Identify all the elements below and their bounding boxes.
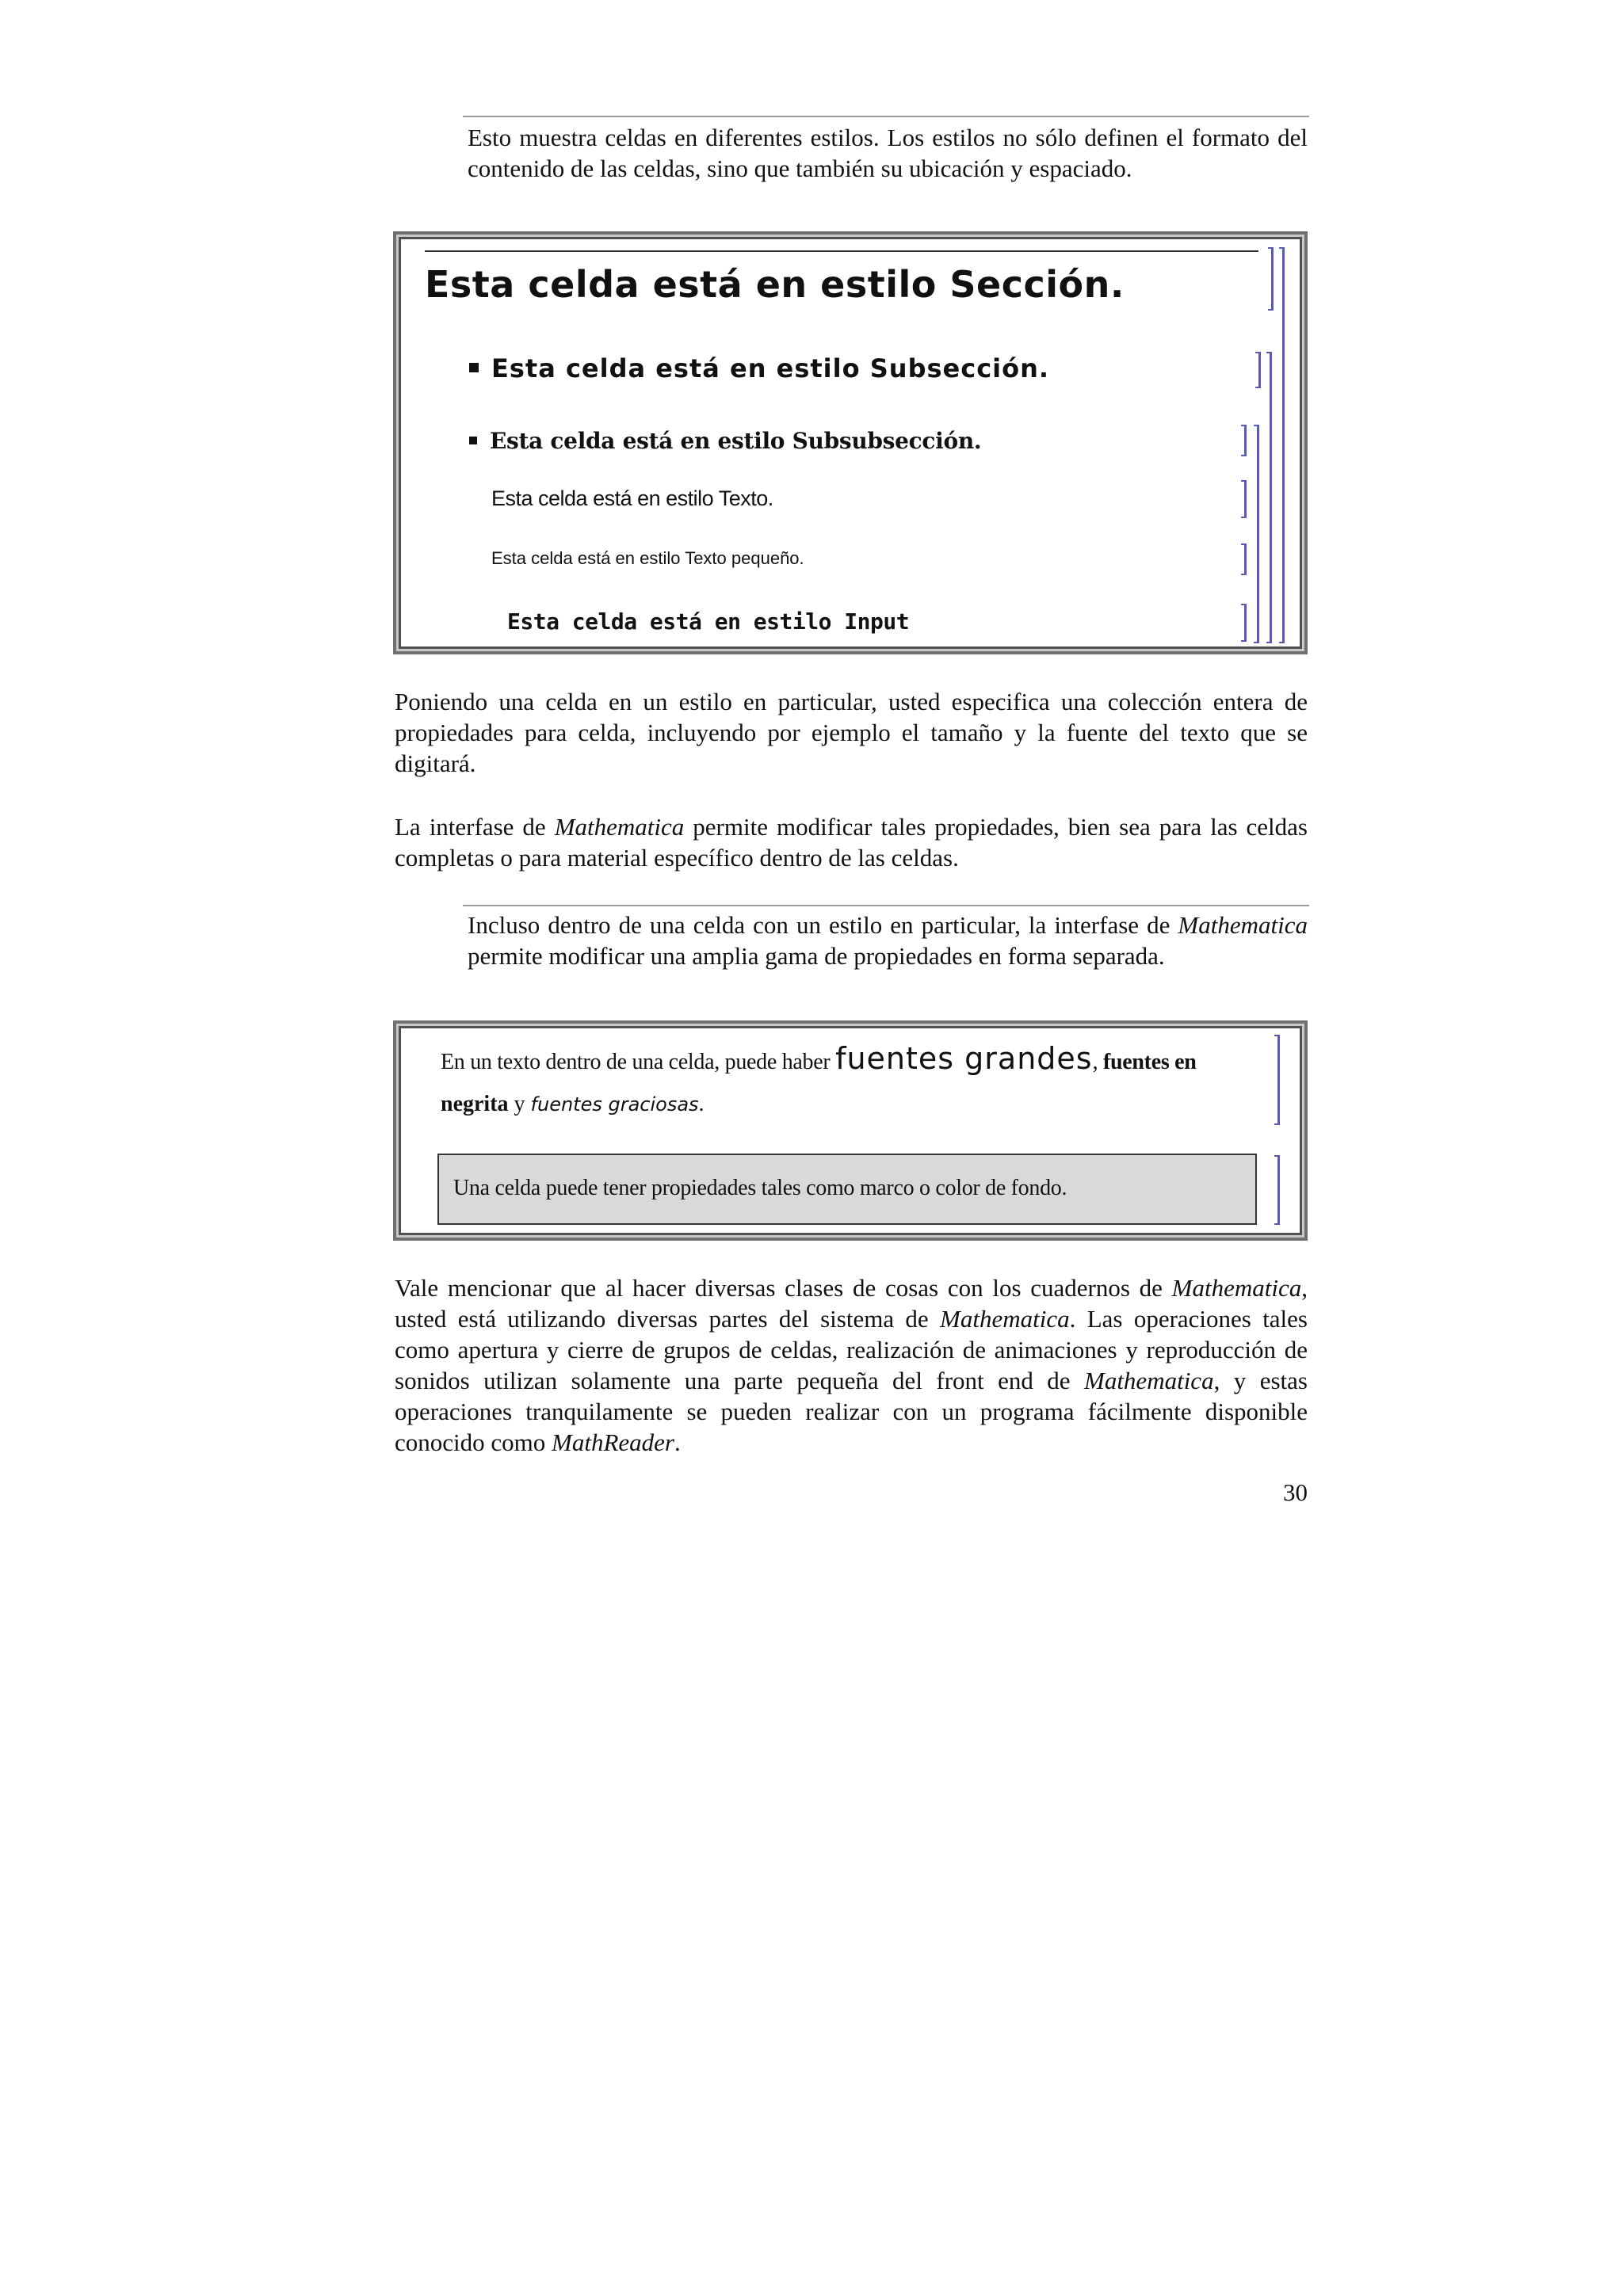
paragraph-1-text: Poniendo una celda en un estilo en particular, usted especifica una colección entera de propiedades para celda, incluyendo por ejemplo el tamaño y la fuente del texto que se digitará.	[395, 688, 1308, 777]
note-2-text: Incluso dentro de una celda con un estilo en particular, la interfase de Mathematica permite modificar una amplia gama de propiedades en forma separada.	[468, 911, 1308, 970]
subsection-group-bracket[interactable]	[1266, 352, 1272, 643]
framed-cell-bracket[interactable]	[1274, 1155, 1280, 1225]
subsection-label: Esta celda está en estilo Subsección.	[491, 353, 1050, 383]
mathematica-italic: Mathematica	[1178, 911, 1308, 939]
note-2	[468, 910, 1308, 971]
section-cell[interactable]: Esta celda está en estilo Sección.	[425, 263, 1125, 306]
fonts-text-cell-line-1[interactable]: En un texto dentro de una celda, puede haber fuentes grandes, fuentes en	[441, 1041, 1197, 1076]
text-cell[interactable]: Esta celda está en estilo Texto.	[491, 486, 773, 510]
subsubsection-bullet-icon	[469, 437, 477, 444]
mathreader-italic: MathReader	[552, 1428, 674, 1456]
framed-gray-cell[interactable]	[437, 1154, 1257, 1225]
fonts-text-cell-bracket[interactable]	[1274, 1035, 1280, 1125]
note-top-rule	[463, 116, 1309, 117]
page-number: 30	[1283, 1478, 1308, 1506]
fonts-text-cell-line-2[interactable]: negrita y fuentes graciosas.	[441, 1092, 705, 1116]
subsubsection-cell-bracket[interactable]	[1241, 425, 1247, 456]
section-group-bracket[interactable]	[1279, 247, 1285, 643]
paragraph-2	[395, 811, 1308, 873]
input-cell[interactable]: Esta celda está en estilo Input	[507, 608, 910, 635]
note2-top-rule	[463, 905, 1309, 906]
intro-note-text: Esto muestra celdas en diferentes estilos. Los estilos no sólo definen el formato del contenido de las celdas, sino que también su ubicación y espaciado.	[468, 124, 1308, 182]
paragraph-1	[395, 686, 1308, 779]
section-cell-bracket[interactable]	[1268, 247, 1274, 311]
input-cell-bracket[interactable]	[1241, 604, 1247, 642]
mathematica-italic: Mathematica	[554, 813, 685, 841]
subsection-cell[interactable]	[469, 353, 1049, 383]
big-fonts-text: fuentes grandes	[835, 1041, 1093, 1076]
subsubsection-cell[interactable]	[469, 428, 981, 454]
paragraph-2-text: La interfase de Mathematica permite modificar tales propiedades, bien sea para las celdas completas o para material específico dentro de las celdas.	[395, 813, 1308, 871]
styles-screenshot	[393, 231, 1308, 654]
funny-fonts-text: fuentes graciosas	[530, 1093, 699, 1116]
fonts-screenshot	[393, 1020, 1308, 1241]
subsubsection-label: Esta celda está en estilo Subsubsección.	[490, 428, 982, 454]
subsection-cell-bracket[interactable]	[1255, 352, 1261, 388]
text-cell-bracket[interactable]	[1241, 480, 1247, 518]
subsection-bullet-icon	[469, 363, 479, 372]
framed-cell-text: Una celda puede tener propiedades tales como marco o color de fondo.	[453, 1176, 1067, 1200]
small-text-cell-bracket[interactable]	[1241, 543, 1247, 575]
paragraph-3-text: Vale mencionar que al hacer diversas clases de cosas con los cuadernos de Mathematica, usted está utilizando diversas partes del sistema de Mathematica. Las operaciones tales como apertura y cierre de grupos de celdas, realización de animaciones y reproducción de sonidos utilizan solamente una parte pequeña del front end de Mathematica, y estas operaciones tranquilamente se pueden realizar con un programa fácilmente disponible conocido como MathReader.	[395, 1274, 1308, 1456]
subsubsection-group-bracket[interactable]	[1254, 425, 1259, 643]
paragraph-3	[395, 1272, 1308, 1458]
intro-note	[468, 122, 1308, 184]
small-text-cell[interactable]: Esta celda está en estilo Texto pequeño.	[491, 548, 804, 568]
section-rule	[425, 250, 1258, 252]
bold-fonts-text: fuentes en	[1102, 1050, 1197, 1074]
